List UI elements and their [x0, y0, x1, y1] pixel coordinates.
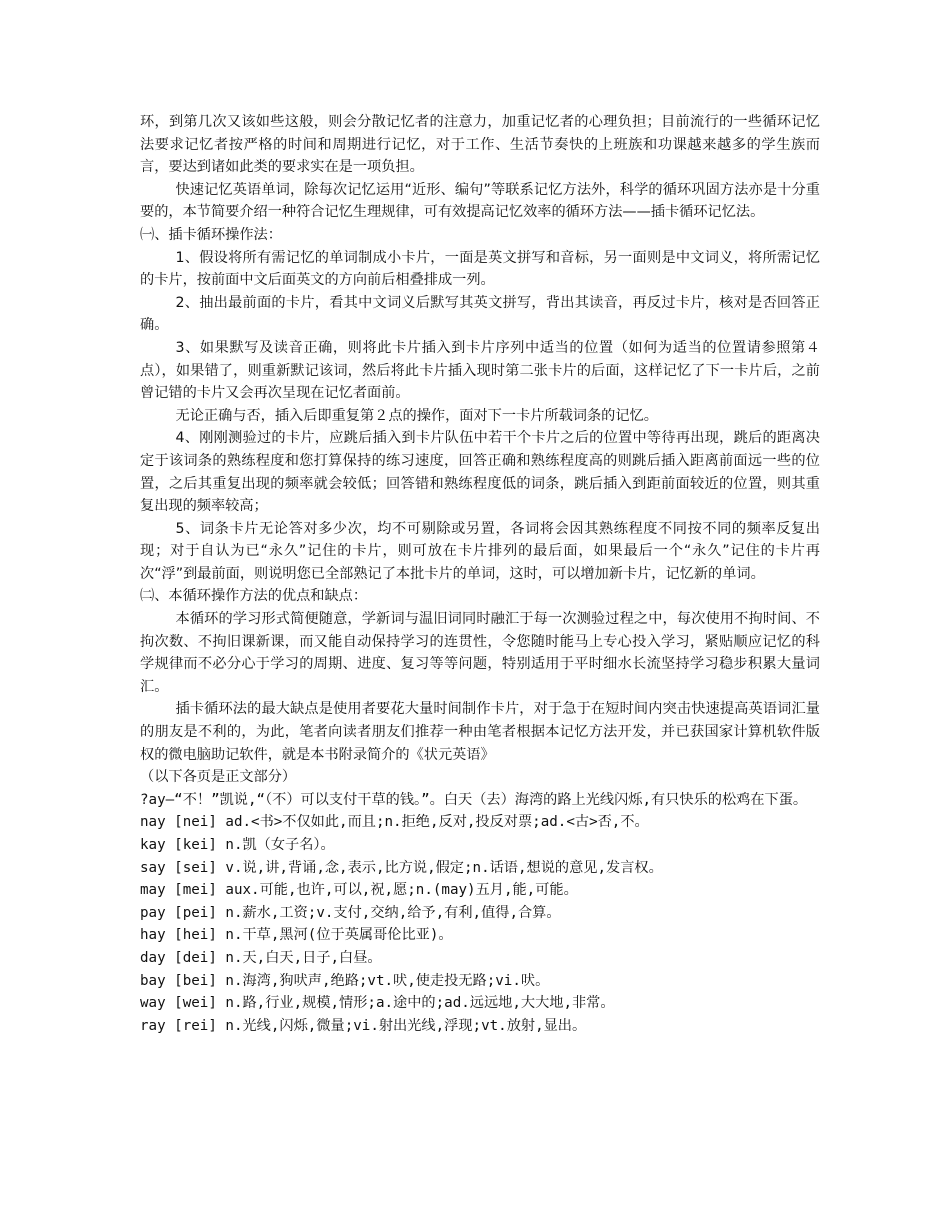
step-1-paragraph: 1、假设将所有需记忆的单词制成小卡片，一面是英文拼写和音标，另一面则是中文词义，将所需记忆的卡片，按前面中文后面英文的方向前后相叠排成一列。 — [140, 249, 820, 289]
intro-paragraph: 环，到第几次又该如些这般，则会分散记忆者的注意力，加重记忆者的心理负担；目前流行的一些循环记忆法要求记忆者按严格的时间和周期进行记忆，对于工作、生活节奏快的上班族和功课越来越多的学生族而言，要达到诸如此类的要求实在是一项负担。 — [140, 114, 820, 176]
vocab-entry: pay [pei] n.薪水,工资;v.支付,交纳,给予,有利,值得,合算。 — [140, 904, 561, 921]
vocab-entry: hay [hei] n.干草,黑河(位于英属哥伦比亚)。 — [140, 927, 453, 944]
vocab-entry: kay [kei] n.凯（女子名）。 — [140, 837, 335, 853]
main-text-note: （以下各页是正文部分） — [140, 769, 297, 786]
method-intro-paragraph: 快速记忆英语单词，除每次记忆运用“近形、编句”等联系记忆方法外，科学的循环巩固方法亦是十分重要的，本节简要介绍一种符合记忆生理规律，可有效提高记忆效率的循环方法——插卡循环记忆法。 — [140, 181, 820, 221]
section-heading-2: ㈡、本循环操作方法的优点和缺点： — [140, 588, 368, 605]
step-3-paragraph: 3、如果默写及读音正确，则将此卡片插入到卡片序列中适当的位置（如何为适当的位置请参照第４点），如果错了，则重新默记该词，然后将此卡片插入现时第二张卡片的后面，这样记忆了下一卡片后，之前曾记错的卡片又会再次呈现在记忆者面前。 — [140, 339, 820, 402]
step-3-note-paragraph: 无论正确与否，插入后即重复第２点的操作，面对下一卡片所载词条的记忆。 — [175, 407, 658, 424]
advantages-paragraph: 本循环的学习形式简便随意，学新词与温旧词同时融汇于每一次测验过程之中，每次使用不拘时间、不拘次数、不拘旧课新课，而又能自动保持学习的连贯性，令您随时能马上专心投入学习，紧贴顺应记忆的科学规律而不必分心于学习的周期、进度、复习等等问题，特别适用于平时细水长流坚持学习稳步积累大量词汇。 — [140, 611, 820, 695]
disadvantages-paragraph: 插卡循环法的最大缺点是使用者要花大量时间制作卡片，对于急于在短时间内突击快速提高英语词汇量的朋友是不利的，为此，笔者向读者朋友们推荐一种由笔者根据本记忆方法开发，并已获国家计算机软件版权的微电脑助记软件，就是本书附录简介的《状元英语》 — [140, 701, 820, 763]
vocab-entry: nay [nei] ad.<书>不仅如此,而且;n.拒绝,反对,投反对票;ad.<古>否,不。 — [140, 814, 649, 831]
step-2-paragraph: 2、抽出最前面的卡片，看其中文词义后默写其英文拼写，背出其读音，再反过卡片，核对是否回答正确。 — [140, 294, 820, 334]
step-4-paragraph: 4、刚刚测验过的卡片，应跳后插入到卡片队伍中若干个卡片之后的位置中等待再出现，跳后的距离决定于该词条的熟练程度和您打算保持的练习速度，回答正确和熟练程度高的则跳后插入距离前面远一些的位置，之后其重复出现的频率就会较低；回答错和熟练程度低的词条，跳后插入到距前面较近的位置，则其重复出现的频率较高； — [140, 430, 820, 515]
vocab-entry: way [wei] n.路,行业,规模,情形;a.途中的;ad.远远地,大大地,非常。 — [140, 995, 615, 1012]
vocab-entry: day [dei] n.天,白天,日子,白昼。 — [140, 949, 382, 966]
vocab-entry: ray [rei] n.光线,闪烁,微量;vi.射出光线,浮现;vt.放射,显出。 — [140, 1017, 587, 1034]
document-page — [140, 111, 820, 1037]
vocab-entry: say [sei] v.说,讲,背诵,念,表示,比方说,假定;n.话语,想说的意见,发言权。 — [140, 859, 663, 876]
vocab-entry: may [mei] aux.可能,也许,可以,祝,愿;n.(may)五月,能,可能。 — [140, 882, 578, 899]
step-5-paragraph: 5、词条卡片无论答对多少次，均不可剔除或另置，各词将会因其熟练程度不同按不同的频率反复出现；对于自认为已“永久”记住的卡片，则可放在卡片排列的最后面，如果最后一个“永久”记住的卡片再次“浮”到最前面，则说明您已全部熟记了本批卡片的单词，这时，可以增加新卡片，记忆新的单词。 — [140, 520, 820, 582]
vocab-mnemonic-sentence: ?ay—“不！”凯说,“（不）可以支付干草的钱。”。白天（去）海湾的路上光线闪烁,有只快乐的松鸡在下蛋。 — [140, 791, 808, 808]
section-heading-1: ㈠、插卡循环操作法： — [140, 226, 282, 243]
vocab-entry: bay [bei] n.海湾,狗吠声,绝路;vt.吠,使走投无路;vi.吠。 — [140, 972, 550, 989]
